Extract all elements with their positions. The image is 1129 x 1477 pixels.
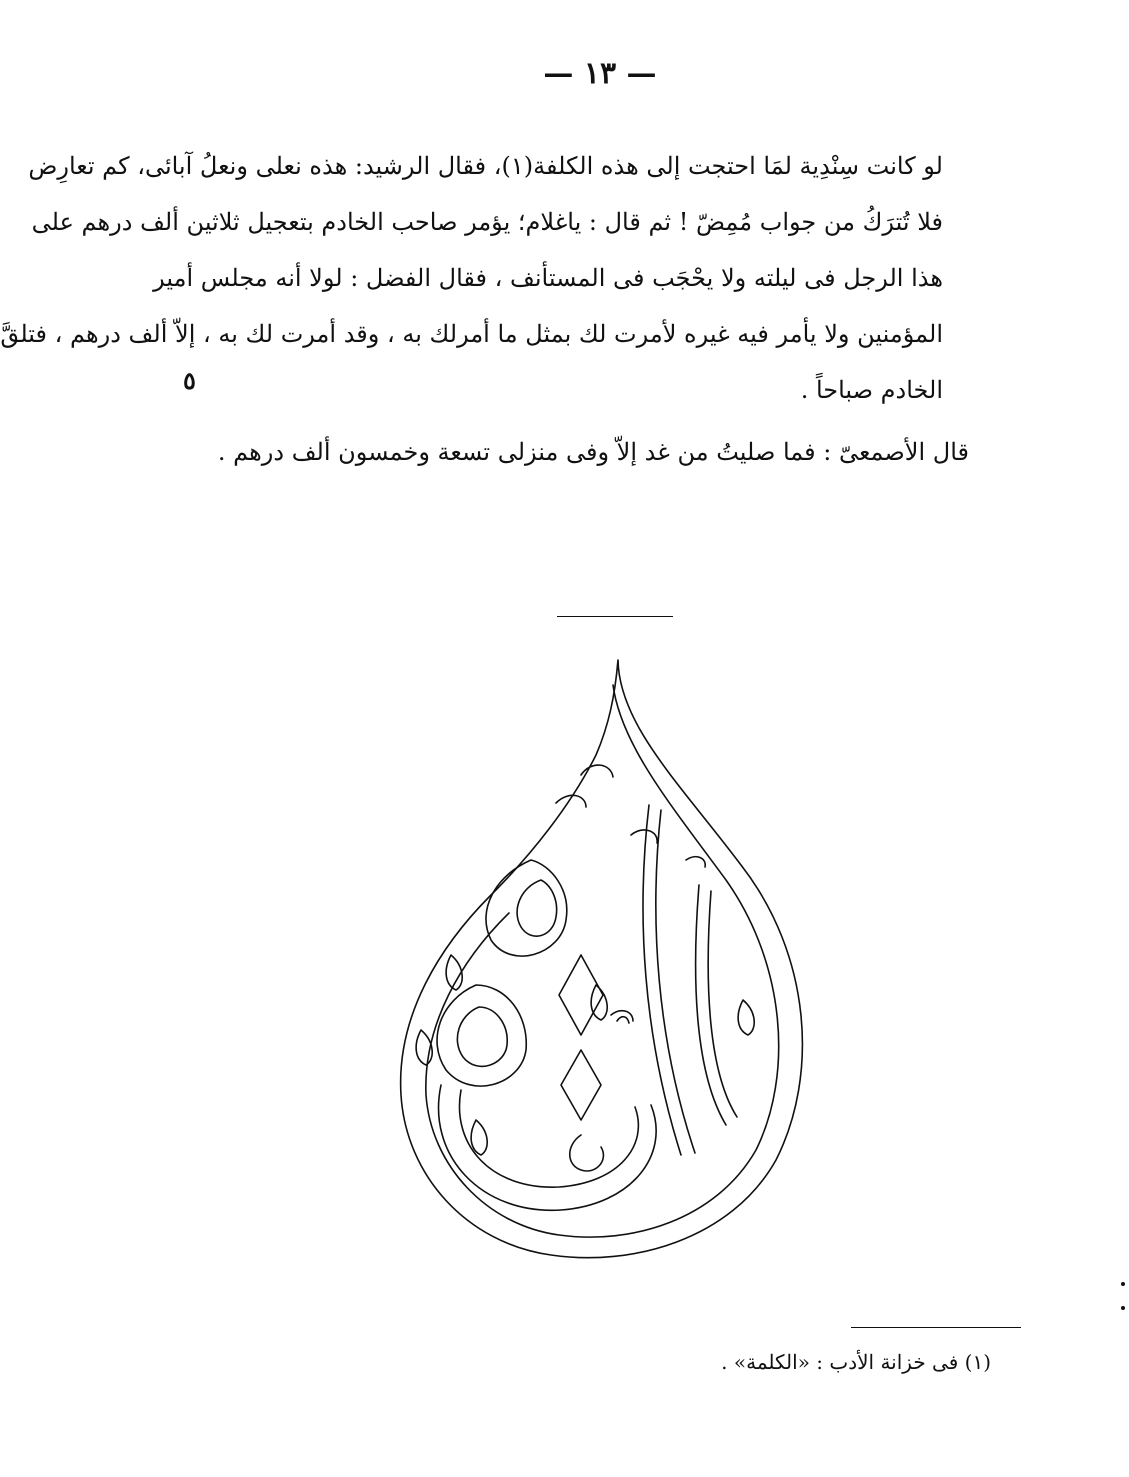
main-text-block bbox=[0, 138, 943, 418]
footnote-rule bbox=[851, 1327, 1021, 1328]
page-number: — ١٣ — bbox=[543, 56, 657, 91]
line-number-marker: ٥ bbox=[183, 366, 196, 395]
text-line-1: لو كانت سِنْدِية لمَا احتجت إلى هذه الكلفة(١)، فقال الرشيد: هذه نعلى ونعلُ آبائى، كم تعارِض bbox=[28, 152, 943, 180]
section-divider bbox=[557, 616, 673, 617]
margin-dot bbox=[1121, 1282, 1125, 1286]
text-line-4: المؤمنين ولا يأمر فيه غيره لأمرت لك بمثل ما أمرلك به ، وقد أمرت لك به ، إلاّ ألف درهم ، فتلقَّ bbox=[0, 320, 943, 348]
closing-paragraph: قال الأصمعىّ : فما صليتُ من غد إلاّ وفى منزلى تسعة وخمسون ألف درهم . bbox=[217, 438, 969, 466]
text-line-3: هذا الرجل فى ليلته ولا يحْجَب فى المستأنف ، فقال الفضل : لولا أنه مجلس أمير bbox=[153, 264, 943, 292]
text-line-2: فلا تُترَكُ من جواب مُمِضّ ! ثم قال : ياغلام؛ يؤمر صاحب الخادم بتعجيل ثلاثين ألف درهم على bbox=[31, 208, 943, 236]
margin-dot bbox=[1121, 1306, 1125, 1310]
footnote: (١) فى خزانة الأدب : «الكلمة» . bbox=[721, 1350, 991, 1374]
calligraphy-ornament bbox=[381, 655, 821, 1265]
text-line-5: الخادم صباحاً . bbox=[800, 376, 943, 404]
